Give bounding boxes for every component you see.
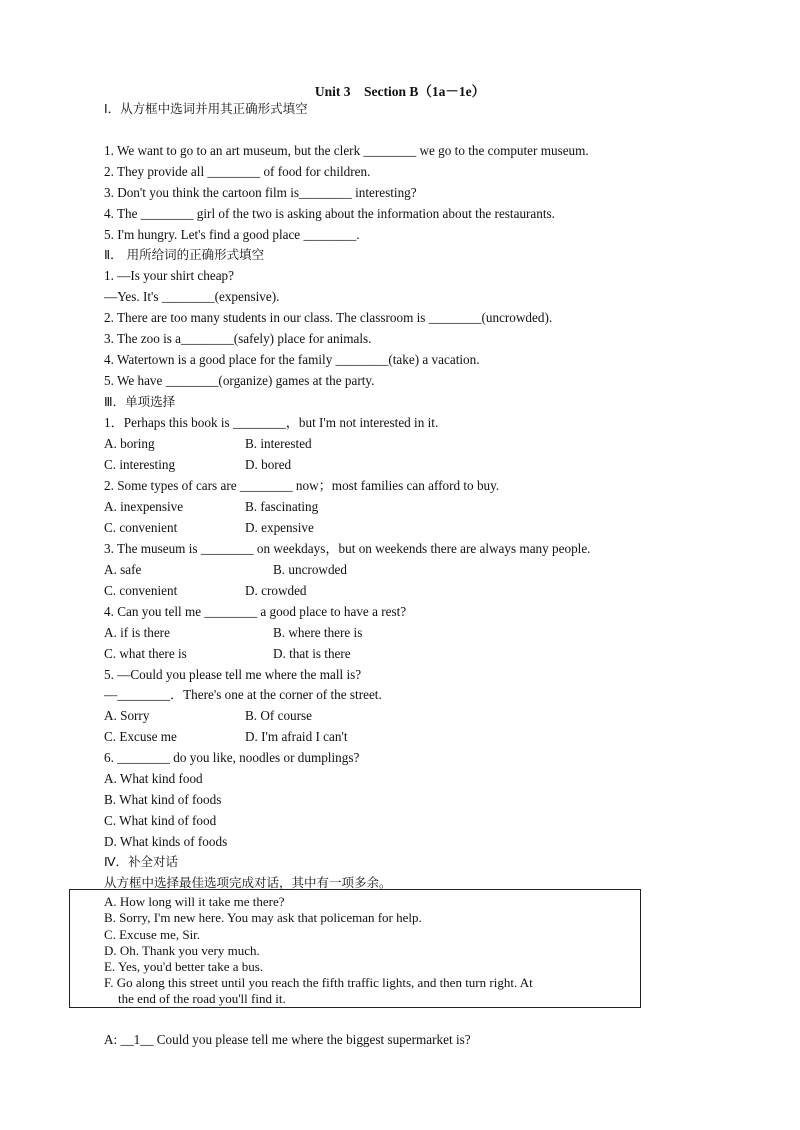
section-1-heading: Ⅰ．从方框中选词并用其正确形式填空	[104, 101, 308, 116]
q5-option-c: C. Excuse me	[104, 729, 177, 744]
q2-option-a: A. inexpensive	[104, 499, 184, 514]
q2-stem: 2. Some types of cars are ________ now；most families can afford to buy.	[104, 478, 500, 493]
box-option-f: F. Go along this street until you reach the fifth traffic lights, and then turn right. At	[104, 975, 533, 990]
q6-option-d: D. What kinds of foods	[104, 834, 228, 849]
section-4-instruction: 从方框中选择最佳选项完成对话，其中有一项多余。	[104, 875, 392, 890]
sec2-item-5: 5. We have ________(organize) games at the party.	[104, 373, 375, 388]
q4-option-c: C. what there is	[104, 646, 187, 661]
q5-option-b: B. Of course	[245, 708, 313, 723]
box-option-b: B. Sorry, I'm new here. You may ask that policeman for help.	[104, 910, 422, 925]
sec2-item-1-answer: —Yes. It's ________(expensive).	[104, 289, 280, 304]
section-3-heading: Ⅲ．单项选择	[104, 394, 176, 409]
q1-option-d: D. bored	[245, 457, 292, 472]
q2-option-d: D. expensive	[245, 520, 314, 535]
sec1-item-3: 3. Don't you think the cartoon film is________ interesting?	[104, 185, 417, 200]
section-4-heading: Ⅳ．补全对话	[104, 854, 179, 869]
q6-stem: 6. ________ do you like, noodles or dumplings?	[104, 750, 360, 765]
page-title: Unit 3 Section B（1a－1e）	[314, 84, 486, 99]
q1-option-b: B. interested	[245, 436, 312, 451]
q3-option-d: D. crowded	[245, 583, 307, 598]
sec1-item-5: 5. I'm hungry. Let's find a good place ________.	[104, 227, 360, 242]
sec1-item-2: 2. They provide all ________ of food for children.	[104, 164, 371, 179]
box-option-e: E. Yes, you'd better take a bus.	[104, 959, 264, 974]
q4-option-b: B. where there is	[273, 625, 363, 640]
q6-option-a: A. What kind food	[104, 771, 203, 786]
box-option-f-continued: the end of the road you'll find it.	[118, 991, 286, 1006]
options-box	[69, 889, 641, 1008]
q5-stem: 5. —Could you please tell me where the mall is?	[104, 667, 362, 682]
sec1-item-1: 1. We want to go to an art museum, but the clerk ________ we go to the computer museum.	[104, 143, 589, 158]
q3-option-c: C. convenient	[104, 583, 178, 598]
q2-option-c: C. convenient	[104, 520, 178, 535]
q1-stem: 1．Perhaps this book is ________，but I'm not interested in it.	[104, 415, 439, 430]
box-option-d: D. Oh. Thank you very much.	[104, 943, 260, 958]
sec2-item-3: 3. The zoo is a________(safely) place for animals.	[104, 331, 372, 346]
q5-option-a: A. Sorry	[104, 708, 150, 723]
q4-option-a: A. if is there	[104, 625, 170, 640]
q6-option-b: B. What kind of foods	[104, 792, 222, 807]
q6-option-c: C. What kind of food	[104, 813, 217, 828]
q3-stem: 3. The museum is ________ on weekdays，but on weekends there are always many people.	[104, 541, 591, 556]
q2-option-b: B. fascinating	[245, 499, 319, 514]
dialogue-line-1: A: __1__ Could you please tell me where the biggest supermarket is?	[104, 1032, 471, 1047]
q3-option-b: B. uncrowded	[273, 562, 347, 577]
q5-stem-reply: —________．There's one at the corner of the street.	[104, 687, 382, 702]
sec2-item-2: 2. There are too many students in our class. The classroom is ________(uncrowded).	[104, 310, 553, 325]
q5-option-d: D. I'm afraid I can't	[245, 729, 348, 744]
q1-option-a: A. boring	[104, 436, 155, 451]
q4-stem: 4. Can you tell me ________ a good place to have a rest?	[104, 604, 407, 619]
sec2-item-4: 4. Watertown is a good place for the family ________(take) a vacation.	[104, 352, 480, 367]
sec1-item-4: 4. The ________ girl of the two is asking about the information about the restaurants.	[104, 206, 555, 221]
q1-option-c: C. interesting	[104, 457, 176, 472]
q3-option-a: A. safe	[104, 562, 142, 577]
box-option-c: C. Excuse me, Sir.	[104, 927, 201, 942]
q4-option-d: D. that is there	[273, 646, 351, 661]
box-option-a: A. How long will it take me there?	[104, 894, 285, 909]
sec2-item-1: 1. —Is your shirt cheap?	[104, 268, 235, 283]
section-2-heading: Ⅱ． 用所给词的正确形式填空	[104, 247, 265, 262]
